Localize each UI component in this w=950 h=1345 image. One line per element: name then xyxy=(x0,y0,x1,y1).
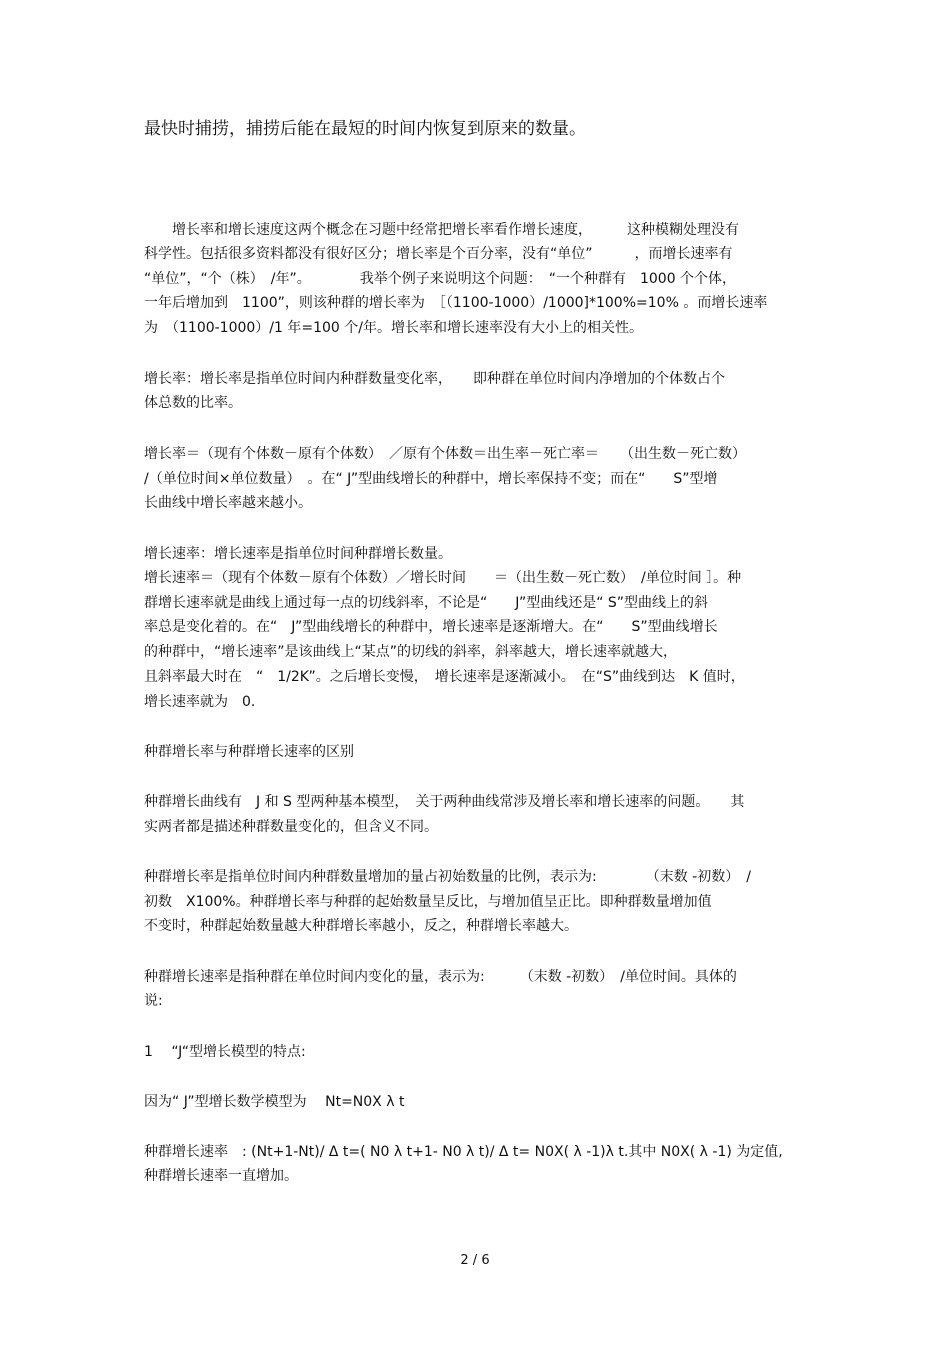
text-line: 增长速率：增长速率是指单位时间种群增长数量。 xyxy=(144,546,452,562)
model-formula: 因为“ J”型增长数学模型为 Nt=N0X λ t xyxy=(144,1094,405,1110)
lead-text: 最快时捕捞，捕捞后能在最短的时间内恢复到原来的数量。 xyxy=(144,119,586,139)
text-line: 一年后增加到 1100”，则该种群的增长率为 ［（1100-1000）/1000]*100%=10% 。而增长速率 xyxy=(144,295,768,311)
text-line: 群增长速率就是曲线上通过每一点的切线斜率，不论是“ J”型曲线还是“ S”型曲线上的斜 xyxy=(144,595,709,611)
text-line: 率总是变化着的。在“ J”型曲线增长的种群中，增长速率是逐渐增大。在“ S”型曲线增长 xyxy=(144,619,718,635)
text-line: 实两者都是描述种群数量变化的，但含义不同。 xyxy=(144,819,438,835)
text-line: 增长率：增长率是指单位时间内种群数量变化率， 即种群在单位时间内净增加的个体数占个 xyxy=(144,371,725,387)
text-line: 不变时，种群起始数量越大种群增长率越小，反之，种群增长率越大。 xyxy=(144,918,578,934)
page-number: 2 / 6 xyxy=(460,1253,490,1268)
text-line: 的种群中，“增长速率”是该曲线上“某点”的切线的斜率，斜率越大，增长速率就越大， xyxy=(144,644,678,660)
text-line: 种群增长曲线有 J 和 S 型两种基本模型， 关于两种曲线常涉及增长率和增长速率的问题。 其 xyxy=(144,794,745,810)
text-line: 长曲线中增长率越来越小。 xyxy=(144,495,312,511)
text-line: 种群增长速率 : (Nt+1-Nt)/ Δ t=( N0 λ t+1- N0 λ t)/ Δ t= N0X( λ -1)λ t.其中 N0X( λ -1) 为定值, xyxy=(144,1144,783,1160)
section-heading: 种群增长率与种群增长速率的区别 xyxy=(144,744,354,760)
text-line: 体总数的比率。 xyxy=(144,395,242,411)
text-line: /（单位时间×单位数量） 。在“ J”型曲线增长的种群中，增长率保持不变；而在“ S”型增 xyxy=(144,471,718,487)
text-line: 种群增长速率是指种群在单位时间内变化的量，表示为: （末数 -初数） /单位时间。具体的 xyxy=(144,969,737,985)
text-line: 种群增长率是指单位时间内种群数量增加的量占初始数量的比例，表示为: （末数 -初数） / xyxy=(144,869,751,885)
text-line: 初数 X100%。种群增长率与种群的起始数量呈反比，与增加值呈正比。即种群数量增加值 xyxy=(144,894,712,910)
text-line: 增长速率＝（现有个体数－原有个体数）／增长时间 ＝（出生数－死亡数） /单位时间 ］。种 xyxy=(144,570,742,586)
text-line: 增长率和增长速度这两个概念在习题中经常把增长率看作增长速度， 这种模糊处理没有 xyxy=(144,222,739,238)
text-line: 增长率＝（现有个体数－原有个体数） ／原有个体数＝出生率－死亡率＝ （出生数－死亡数） xyxy=(144,446,746,462)
text-line: 说: xyxy=(144,993,163,1009)
text-line: “单位”，“个（株） /年”。 我举个例子来说明这个问题： “一个种群有 1000 个个体， xyxy=(144,271,737,287)
text-line: 种群增长速率一直增加。 xyxy=(144,1168,298,1184)
text-line: 科学性。包括很多资料都没有很好区分；增长率是个百分率，没有“单位” ，而增长速率有 xyxy=(144,246,733,262)
text-line: 增长速率就为 0. xyxy=(144,694,256,710)
list-heading: 1 “J“型增长模型的特点: xyxy=(144,1044,306,1060)
text-line: 为 （1100-1000）/1 年=100 个/年。增长率和增长速率没有大小上的相关性。 xyxy=(144,320,644,336)
text-line: 且斜率最大时在 “ 1/2K”。之后增长变慢， 增长速率是逐渐减小。 在“S”曲线到达 K 值时， xyxy=(144,669,745,685)
